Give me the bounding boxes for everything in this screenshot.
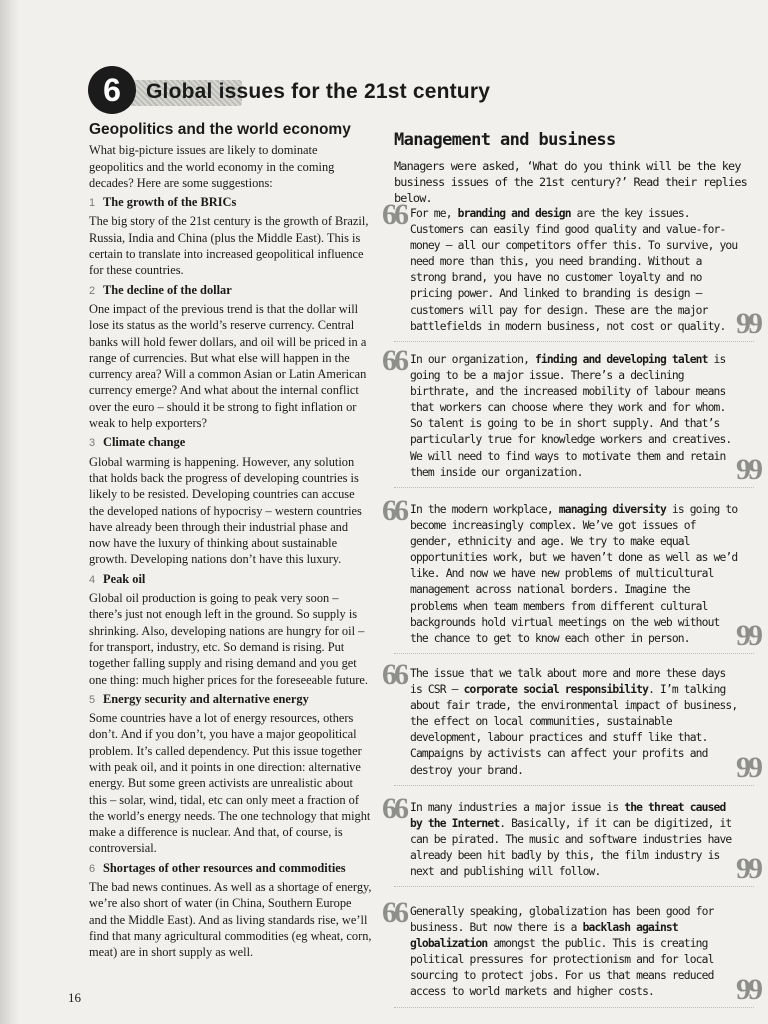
issue-number: 6 (89, 862, 96, 875)
issue-number: 4 (89, 573, 96, 586)
issue-title (89, 860, 372, 877)
quote-text (394, 666, 754, 779)
quote-key-issue: managing diversity (558, 503, 666, 516)
issue-number: 3 (89, 437, 96, 450)
quote-key-issue: backlash against globalization (410, 921, 678, 951)
quote-text (394, 502, 754, 647)
issue-body: Some countries have a lot of energy resources, others don’t. And if you don’t, you have a major geopolitical problem. It’s called dependency. Put this issue together with peak oil, and it points in one direction: alternative energy. But some green activists are unrealistic about this – solar, wind, tidal, etc can only meet a fraction of the world’s energy needs. The one technology that might make a difference is nuclear. And that, of course, is controversial. (89, 711, 371, 856)
quote-text (394, 206, 754, 335)
issue-item (89, 860, 372, 961)
issue-body: The big story of the 21st century is the growth of Brazil, Russia, India and China (plus the Middle East). This is certain to translate into increased geopolitical influence for these countries. (89, 214, 369, 278)
quote-text-start: For me, (410, 207, 458, 220)
unit-title: Global issues for the 21st century (146, 80, 491, 103)
quote-text-end: is going to become increasingly complex. We’ve got issues of gender, ethnicity and age. We try to make equal opportunities work, but we haven’t done as well as we’d like. And now we have new problems of multicultural management across national borders. Imagine the problems when team members from different cultural backgrounds hold virtual meetings on the web without the chance to get to know each other in person. (410, 503, 738, 645)
quote-text-start: In the modern workplace, (410, 503, 559, 516)
open-quote-mark: 66 (382, 344, 406, 377)
quote-text (394, 904, 754, 1001)
issue-title-text: Shortages of other resources and commodities (103, 860, 346, 875)
quote-text-end: amongst the public. This is creating political pressures for protectionism and for local sourcing to protect jobs. For us that means reduced access to world markets and higher costs. (410, 937, 714, 999)
quote-key-issue: corporate social responsibility (463, 683, 649, 697)
issue-number: 2 (89, 284, 96, 297)
issue-item (89, 691, 372, 857)
issue-body: The bad news continues. As well as a shortage of energy, we’re also short of water (in China, Southern Europe and the Middle East). And as living standards rise, we’ll find that many agricultural commodities (eg wheat, corn, meat) are in short supply as well. (89, 880, 372, 960)
quote-text (394, 352, 754, 481)
quote-text (394, 800, 754, 880)
issue-title (89, 571, 372, 588)
manager-quote (382, 494, 760, 654)
issue-title-text: Peak oil (103, 571, 146, 586)
issue-title (89, 194, 372, 211)
close-quote-mark: 99 (736, 750, 760, 784)
issue-item (89, 571, 372, 688)
issue-title (89, 691, 372, 708)
open-quote-mark: 66 (382, 494, 406, 527)
geopolitics-intro: What big-picture issues are likely to dominate geopolitics and the world economy in the coming decades? Here are some suggestions: (89, 143, 335, 190)
close-quote-mark: 99 (736, 618, 760, 652)
close-quote-mark: 99 (736, 852, 760, 886)
quote-text-start: In many industries a major issue is (410, 801, 625, 814)
management-column-header (394, 130, 752, 206)
manager-quote (382, 792, 760, 887)
open-quote-mark: 66 (382, 896, 406, 929)
issue-title-text: Energy security and alternative energy (103, 691, 309, 706)
issue-number: 5 (89, 693, 96, 706)
issue-item (89, 194, 372, 278)
issue-title (89, 282, 372, 299)
quote-text-start: The issue that we talk about more and more these days is CSR – (410, 667, 726, 697)
issue-list (89, 194, 372, 960)
issue-body: Global oil production is going to peak very soon – there’s just not enough left in the ground. So supply is shrinking. Also, developing nations are hungry for oil – for transport, industry, etc. So demand is rising. Put together falling supply and rising demand and you get one thing: much higher prices for the foreseeable future. (89, 591, 369, 687)
issue-item (89, 434, 372, 567)
geopolitics-column (89, 122, 372, 963)
issue-item (89, 282, 372, 432)
scan-page-edge (0, 0, 20, 1024)
quote-key-issue: branding and design (457, 207, 571, 220)
close-quote-mark: 99 (736, 972, 760, 1006)
geopolitics-heading: Geopolitics and the world economy (89, 121, 351, 138)
issue-title-text: Climate change (103, 435, 186, 450)
open-quote-mark: 66 (382, 198, 406, 231)
quote-text-end: are the key issues. Customers can easily find good quality and value-for-money – all our competitors offer this. To survive, you need more than this, you need branding. Without a strong brand, you have no customer loyalty and no pricing power. And linked to branding is design – customers will pay for design. These are the major battlefields in modern business, not cost or quality. (410, 207, 738, 333)
issue-body: Global warming is happening. However, any solution that holds back the progress of developing countries is likely to be resisted. Developing countries can accuse the developed nations of hypocrisy – western countries have already been through their industrial phase and now have the luxury of thinking about sustainable growth. Developing nations don’t have this luxury. (89, 454, 362, 567)
issue-number: 1 (89, 197, 96, 210)
management-intro: Managers were asked, ‘What do you think will be the key business issues of the 21st century?’ Read their replies below. (394, 159, 747, 205)
quote-text-end: . I’m talking about fair trade, the environmental impact of business, the effect on local communities, sustainable development, labour practices and stuff like that. Campaigns by activists can affect your profits and destroy your brand. (410, 683, 738, 777)
quote-text-start: In our organization, (410, 353, 535, 366)
page-number: 16 (68, 990, 81, 1005)
close-quote-mark: 99 (736, 452, 760, 486)
quote-key-issue: finding and developing talent (534, 353, 708, 366)
issue-title-text: The decline of the dollar (103, 282, 232, 297)
issue-title-text: The growth of the BRICs (103, 195, 237, 210)
quote-key-issue: the threat caused by the Internet (410, 801, 726, 831)
unit-header (88, 66, 728, 114)
management-heading: Management and business (394, 130, 616, 150)
manager-quote (382, 896, 760, 1008)
manager-quote (382, 344, 760, 488)
quote-text-start: Generally speaking, globalization has been good for business. But now there is a (410, 905, 714, 935)
issue-title (89, 434, 372, 451)
unit-number-badge: 6 (88, 66, 136, 114)
close-quote-mark: 99 (736, 306, 760, 340)
quote-text-end: . Basically, if it can be digitized, it can be pirated. The music and software industries have already been hit badly by this, the film industry is next and publishing will follow. (410, 817, 732, 879)
quote-text-end: is going to be a major issue. There’s a declining birthrate, and the increased mobility of labour means that workers can choose where they work and for whom. So talent is going to be in short supply. And that’s particularly true for knowledge workers and creatives. We will need to find ways to motivate them and retain them inside our organization. (410, 353, 732, 479)
manager-quote (382, 658, 760, 786)
manager-quote (382, 198, 760, 342)
issue-body: One impact of the previous trend is that the dollar will lose its status as the world’s reserve currency. Central banks will hold fewer dollars, and oil will be priced in a range of currencies. But what else will happen in the currency area? Will a common Asian or Latin American currency emerge? And what about the internal conflict over the euro – should it be strong to fight inflation or weak to help exporters? (89, 301, 367, 431)
open-quote-mark: 66 (382, 658, 406, 691)
open-quote-mark: 66 (382, 792, 406, 825)
